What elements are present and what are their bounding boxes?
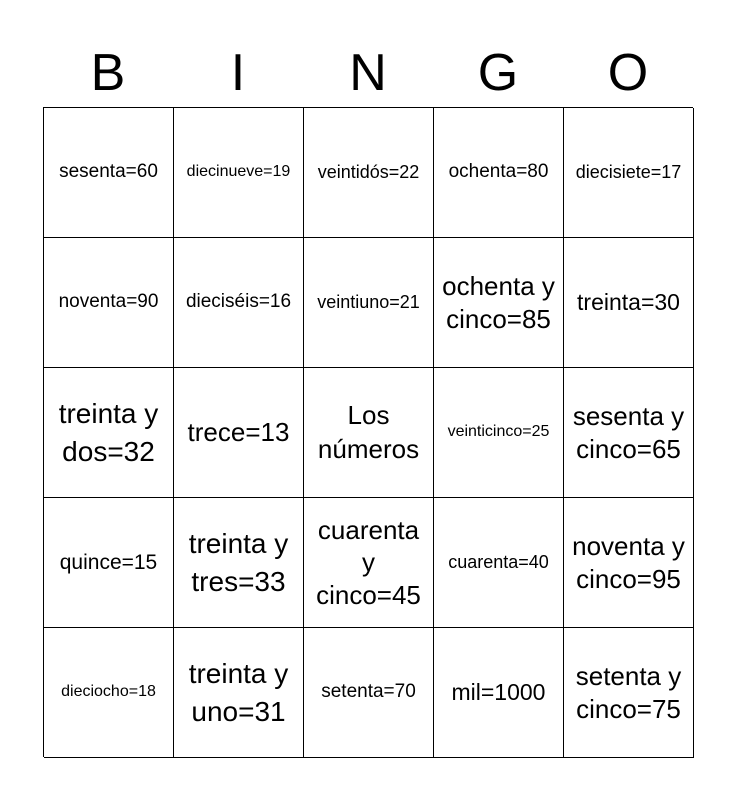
bingo-cell-r3-c4[interactable]: veinticinco=25 xyxy=(434,368,564,498)
bingo-cell-r1-c2[interactable]: diecinueve=19 xyxy=(174,108,304,238)
bingo-cell-r5-c4[interactable]: mil=1000 xyxy=(434,628,564,758)
header-letter-n: N xyxy=(349,44,387,102)
bingo-cell-r1-c1[interactable]: sesenta=60 xyxy=(44,108,174,238)
bingo-cell-free-space[interactable]: Los números xyxy=(304,368,434,498)
bingo-cell-r4-c5[interactable]: noventa y cinco=95 xyxy=(564,498,694,628)
bingo-board xyxy=(43,107,693,757)
bingo-cell-r4-c2[interactable]: treinta y tres=33 xyxy=(174,498,304,628)
header-letter-g: G xyxy=(477,44,519,102)
header-letter-b: B xyxy=(90,44,126,102)
bingo-cell-r4-c1[interactable]: quince=15 xyxy=(44,498,174,628)
bingo-header xyxy=(43,40,693,106)
header-letter-i: I xyxy=(230,44,246,102)
bingo-cell-r3-c5[interactable]: sesenta y cinco=65 xyxy=(564,368,694,498)
bingo-cell-r2-c2[interactable]: dieciséis=16 xyxy=(174,238,304,368)
bingo-cell-r5-c2[interactable]: treinta y uno=31 xyxy=(174,628,304,758)
bingo-cell-r2-c4[interactable]: ochenta y cinco=85 xyxy=(434,238,564,368)
bingo-cell-r5-c1[interactable]: dieciocho=18 xyxy=(44,628,174,758)
bingo-cell-r2-c1[interactable]: noventa=90 xyxy=(44,238,174,368)
bingo-cell-r5-c5[interactable]: setenta y cinco=75 xyxy=(564,628,694,758)
bingo-cell-r3-c1[interactable]: treinta y dos=32 xyxy=(44,368,174,498)
bingo-cell-r4-c4[interactable]: cuarenta=40 xyxy=(434,498,564,628)
bingo-cell-r1-c4[interactable]: ochenta=80 xyxy=(434,108,564,238)
bingo-cell-r2-c5[interactable]: treinta=30 xyxy=(564,238,694,368)
bingo-cell-r5-c3[interactable]: setenta=70 xyxy=(304,628,434,758)
header-letter-o: O xyxy=(607,44,649,102)
bingo-cell-r2-c3[interactable]: veintiuno=21 xyxy=(304,238,434,368)
bingo-cell-r4-c3[interactable]: cuarenta y cinco=45 xyxy=(304,498,434,628)
bingo-cell-r3-c2[interactable]: trece=13 xyxy=(174,368,304,498)
bingo-cell-r1-c3[interactable]: veintidós=22 xyxy=(304,108,434,238)
bingo-cell-r1-c5[interactable]: diecisiete=17 xyxy=(564,108,694,238)
